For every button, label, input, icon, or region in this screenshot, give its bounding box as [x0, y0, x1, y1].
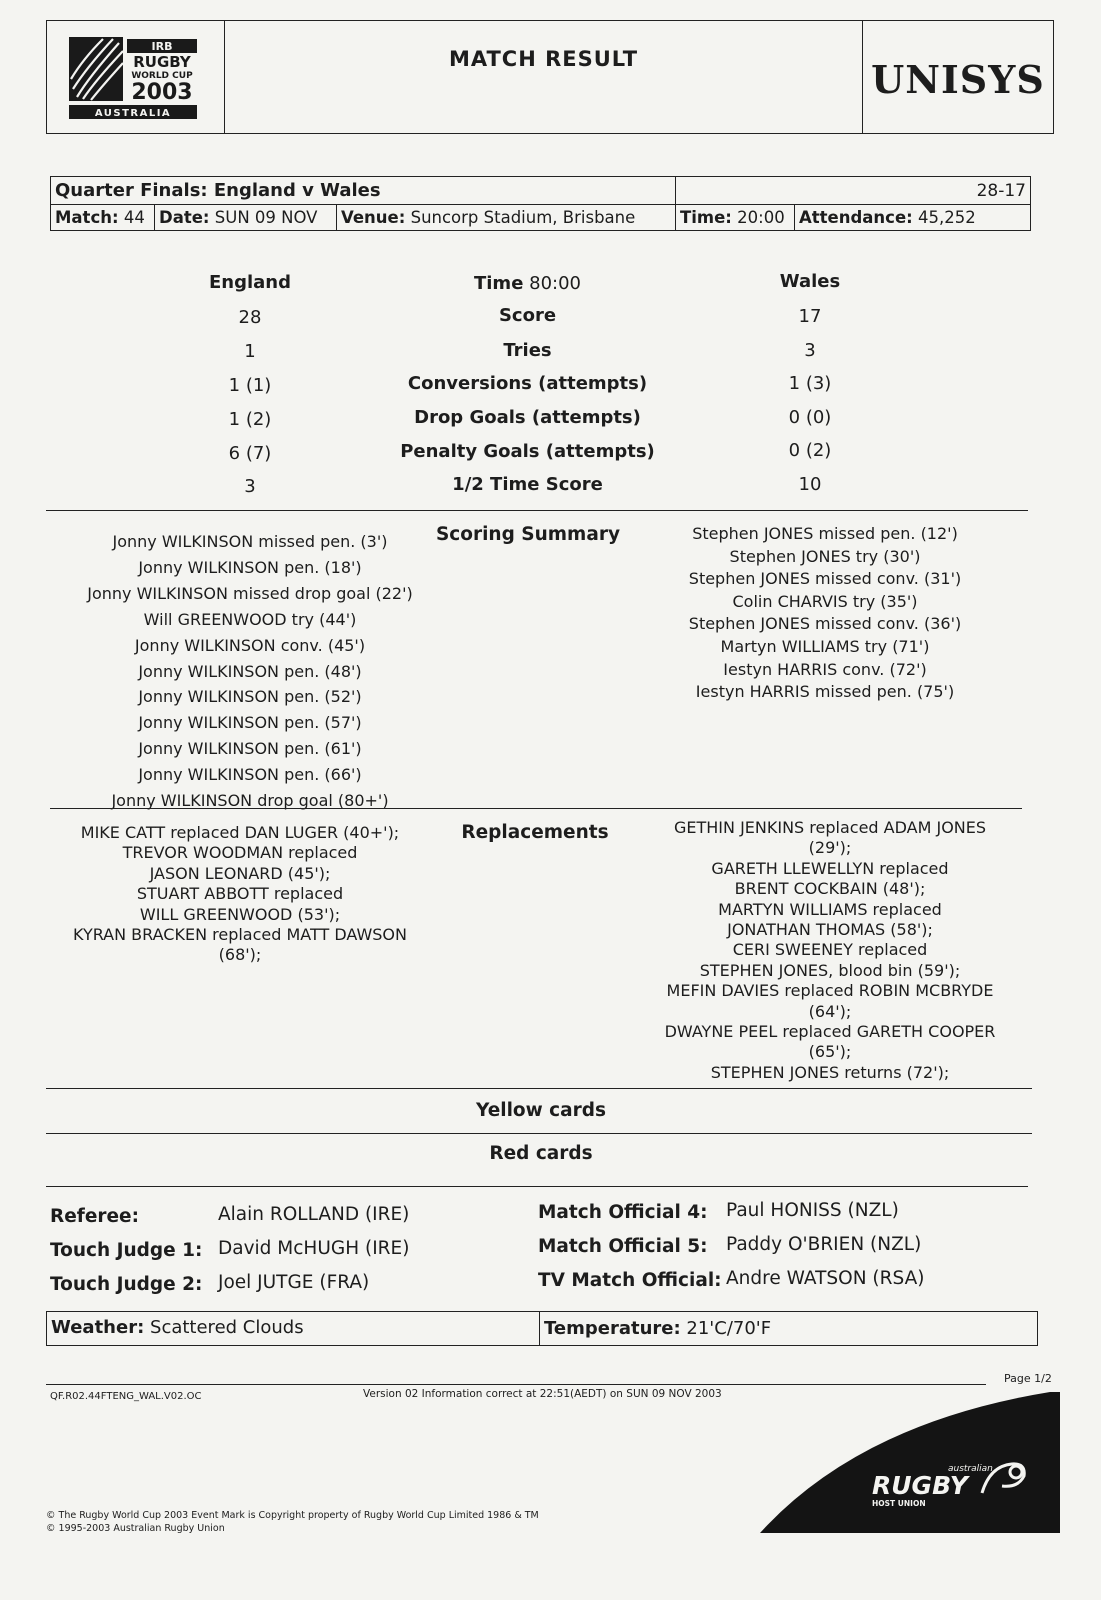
aru-host-union-text: HOST UNION — [872, 1499, 926, 1508]
away-scoring-list — [640, 523, 1010, 704]
score-cell — [676, 177, 1031, 205]
page-number: Page 1/2 — [1004, 1372, 1052, 1385]
list-item: BRENT COCKBAIN (48'); — [734, 879, 926, 899]
home-replacements-list — [40, 823, 440, 966]
yellow-cards-title: Yellow cards — [476, 1100, 606, 1121]
weather-value: Scattered Clouds — [150, 1317, 304, 1338]
match-info-table — [50, 176, 1031, 231]
venue-cell — [337, 205, 676, 231]
stat-label-penalty-goals: Penalty Goals (attempts) — [400, 441, 655, 462]
tv-match-official-label: TV Match Official: — [538, 1270, 722, 1291]
list-item: Jonny WILKINSON pen. (48') — [138, 661, 362, 681]
list-item: (29'); — [808, 838, 852, 858]
temperature — [539, 1312, 771, 1345]
stat-away-tries: 3 — [804, 340, 816, 361]
time-cell — [676, 205, 795, 231]
logo-world-cup: WORLD CUP — [131, 71, 193, 81]
list-item: Martyn WILLIAMS try (71') — [720, 636, 930, 656]
list-item: GETHIN JENKINS replaced ADAM JONES — [673, 818, 987, 837]
list-item: STEPHEN JONES returns (72'); — [710, 1062, 950, 1082]
touch-judge-1-label: Touch Judge 1: — [50, 1240, 203, 1261]
temperature-label: Temperature: — [544, 1318, 681, 1339]
divider — [46, 1186, 1028, 1187]
list-item: Jonny WILKINSON missed drop goal (22') — [87, 583, 413, 603]
logo-irb: IRB — [151, 40, 173, 53]
date-cell — [155, 205, 337, 231]
away-replacements-list — [620, 818, 1040, 1083]
document-code: QF.R02.44FTENG_WAL.V02.OC — [50, 1391, 202, 1402]
rwc-logo-cell — [47, 21, 225, 133]
footer-rule — [46, 1384, 986, 1385]
stat-label-tries: Tries — [503, 340, 552, 361]
weather — [51, 1317, 304, 1338]
list-item: Jonny WILKINSON pen. (52') — [138, 687, 362, 707]
logo-australia: AUSTRALIA — [94, 108, 172, 119]
stage-cell — [51, 177, 676, 205]
match-number-label: Match: — [55, 208, 119, 227]
list-item: Jonny WILKINSON pen. (61') — [138, 739, 362, 759]
touch-judge-2-label: Touch Judge 2: — [50, 1274, 203, 1295]
list-item: Jonny WILKINSON conv. (45') — [134, 635, 366, 655]
version-info: Version 02 Information correct at 22:51(AEDT) on SUN 09 NOV 2003 — [363, 1388, 722, 1400]
venue-value: Suncorp Stadium, Brisbane — [410, 208, 636, 227]
stat-away-penalty-goals: 0 (2) — [788, 440, 832, 461]
stat-home-drop-goals: 1 (2) — [228, 409, 272, 430]
match-official-4-label: Match Official 4: — [538, 1202, 708, 1223]
list-item: (64'); — [808, 1001, 852, 1021]
list-item: Stephen JONES missed conv. (36') — [688, 614, 962, 634]
list-item: (65'); — [808, 1042, 852, 1062]
list-item: Jonny WILKINSON pen. (57') — [138, 713, 362, 733]
copyright-line-2: © 1995-2003 Australian Rugby Union — [46, 1523, 225, 1534]
list-item: WILL GREENWOOD (53'); — [139, 904, 341, 924]
list-item: Jonny WILKINSON pen. (18') — [138, 557, 362, 577]
time-value: 20:00 — [737, 208, 785, 227]
list-item: STUART ABBOTT replaced — [136, 884, 344, 904]
list-item: Will GREENWOOD try (44') — [143, 609, 357, 629]
stat-away-half-time: 10 — [798, 474, 822, 495]
conditions-box — [46, 1311, 1038, 1346]
match-time — [370, 273, 685, 294]
rwc-2003-logo — [69, 37, 199, 121]
unisys-logo: UNISYS — [871, 57, 1045, 102]
list-item: Jonny WILKINSON pen. (66') — [138, 765, 362, 785]
list-item: STEPHEN JONES, blood bin (59'); — [699, 960, 961, 980]
list-item: KYRAN BRACKEN replaced MATT DAWSON — [73, 925, 407, 945]
list-item: MARTYN WILLIAMS replaced — [718, 899, 942, 919]
list-item: MIKE CATT replaced DAN LUGER (40+'); — [80, 823, 400, 842]
stat-home-tries: 1 — [244, 341, 256, 362]
home-team-name: England — [208, 272, 291, 293]
divider — [46, 1088, 1032, 1089]
match-official-5-label: Match Official 5: — [538, 1236, 708, 1257]
list-item: TREVOR WOODMAN replaced — [122, 843, 358, 863]
match-official-4-value: Paul HONISS (NZL) — [726, 1200, 899, 1221]
list-item: DWAYNE PEEL replaced GARETH COOPER — [664, 1022, 996, 1042]
match-time-label: Time — [473, 273, 524, 294]
list-item: Stephen JONES missed conv. (31') — [688, 569, 962, 589]
match-number-value: 44 — [123, 208, 145, 227]
touch-judge-1-value: David McHUGH (IRE) — [218, 1238, 410, 1259]
scoring-summary-title: Scoring Summary — [435, 524, 621, 545]
header-box — [46, 20, 1054, 134]
list-item: (68'); — [218, 945, 262, 965]
list-item: Jonny WILKINSON missed pen. (3') — [112, 532, 388, 551]
divider — [46, 510, 1028, 511]
match-time-value: 80:00 — [529, 273, 582, 294]
stat-away-score: 17 — [798, 306, 822, 327]
tv-match-official-value: Andre WATSON (RSA) — [726, 1268, 925, 1289]
replacements-title: Replacements — [461, 822, 609, 843]
list-item: Colin CHARVIS try (35') — [732, 591, 918, 611]
aru-rugby-text: RUGBY — [872, 1471, 968, 1500]
stage-label: Quarter Finals: England v Wales — [55, 180, 381, 201]
logo-year: 2003 — [131, 80, 193, 105]
stat-away-drop-goals: 0 (0) — [788, 407, 832, 428]
stat-label-half-time: 1/2 Time Score — [452, 474, 603, 495]
aru-host-union-logo — [750, 1388, 1060, 1533]
temperature-value: 21'C/70'F — [686, 1318, 772, 1339]
red-cards-title: Red cards — [489, 1143, 593, 1164]
attendance-value: 45,252 — [918, 208, 976, 227]
divider — [46, 1133, 1032, 1134]
page-title: MATCH RESULT — [448, 47, 639, 71]
list-item: Stephen JONES try (30') — [729, 546, 921, 566]
list-item: JONATHAN THOMAS (58'); — [727, 920, 933, 940]
list-item: GARETH LLEWELLYN replaced — [711, 858, 949, 878]
stat-away-conversions: 1 (3) — [788, 373, 832, 394]
stat-home-half-time: 3 — [244, 476, 256, 497]
sponsor-cell — [862, 21, 1053, 133]
referee-label: Referee: — [50, 1206, 140, 1227]
list-item: Stephen JONES missed pen. (12') — [692, 524, 958, 543]
stat-label-conversions: Conversions (attempts) — [407, 373, 648, 394]
copyright-line-1: © The Rugby World Cup 2003 Event Mark is Copyright property of Rugby World Cup Limited 1986 & TM — [46, 1510, 539, 1521]
touch-judge-2-value: Joel JUTGE (FRA) — [218, 1272, 370, 1293]
stat-home-penalty-goals: 6 (7) — [228, 443, 272, 464]
list-item: JASON LEONARD (45'); — [149, 863, 331, 883]
match-number-cell — [51, 205, 155, 231]
venue-label: Venue: — [341, 208, 406, 227]
stat-home-conversions: 1 (1) — [228, 375, 272, 396]
list-item: Iestyn HARRIS conv. (72') — [723, 659, 927, 679]
weather-label: Weather: — [51, 1317, 145, 1338]
date-label: Date: — [159, 208, 210, 227]
stat-label-drop-goals: Drop Goals (attempts) — [414, 407, 641, 428]
list-item: CERI SWEENEY replaced — [732, 940, 928, 960]
stat-home-score: 28 — [238, 307, 262, 328]
aru-small-text: australian — [948, 1464, 993, 1474]
away-team-name: Wales — [779, 271, 841, 292]
attendance-label: Attendance: — [799, 208, 913, 227]
list-item: Iestyn HARRIS missed pen. (75') — [695, 682, 955, 702]
list-item: Jonny WILKINSON drop goal (80+') — [111, 791, 389, 811]
time-label: Time: — [680, 208, 732, 227]
referee-value: Alain ROLLAND (IRE) — [218, 1204, 410, 1225]
final-score: 28-17 — [976, 180, 1026, 201]
list-item: MEFIN DAVIES replaced ROBIN MCBRYDE — [666, 981, 994, 1001]
home-scoring-list — [40, 529, 460, 814]
divider — [50, 808, 1022, 809]
match-official-5-value: Paddy O'BRIEN (NZL) — [726, 1234, 922, 1255]
logo-rugby: RUGBY — [133, 53, 191, 71]
date-value: SUN 09 NOV — [214, 208, 318, 227]
stat-label-score: Score — [498, 305, 557, 326]
attendance-cell — [795, 205, 1031, 231]
